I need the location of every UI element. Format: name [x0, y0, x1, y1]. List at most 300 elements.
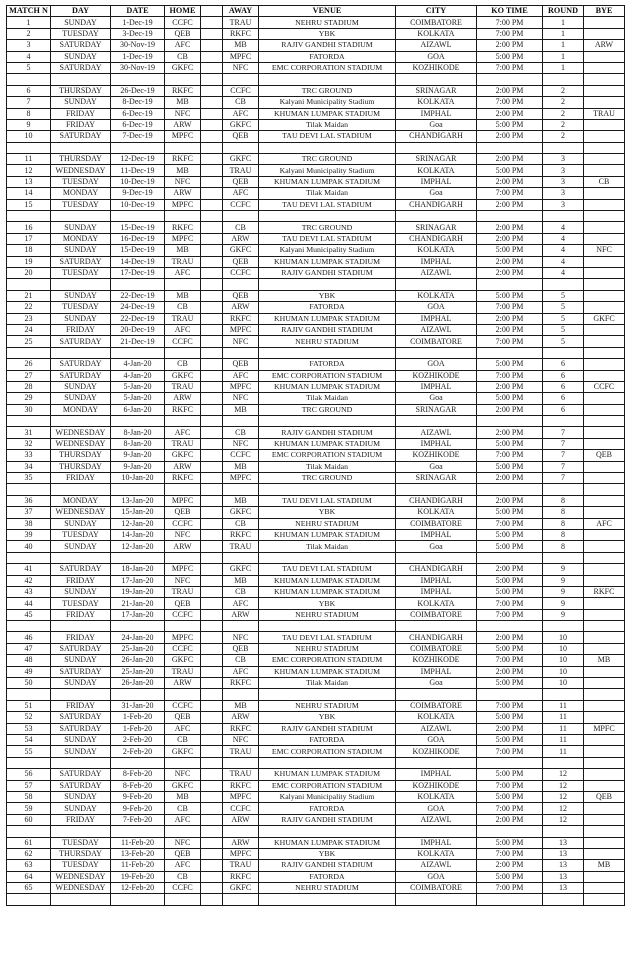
empty-cell: [201, 74, 223, 85]
venue-cell: FATORDA: [259, 871, 396, 882]
round-cell: 11: [543, 700, 584, 711]
city-cell: IMPHAL: [396, 256, 477, 267]
blank-cell: [201, 176, 223, 187]
round-cell: 3: [543, 165, 584, 176]
match-number-cell: 60: [7, 814, 51, 825]
empty-cell: [111, 74, 165, 85]
ko-time-cell: 5:00 PM: [477, 575, 543, 586]
ko-time-cell: 5:00 PM: [477, 541, 543, 552]
home-team-cell: RKFC: [165, 473, 201, 484]
round-cell: 10: [543, 632, 584, 643]
ko-time-cell: 2:00 PM: [477, 860, 543, 871]
empty-cell: [477, 279, 543, 290]
match-number-cell: 33: [7, 450, 51, 461]
bye-cell: [584, 848, 625, 859]
day-cell: FRIDAY: [51, 575, 111, 586]
ko-time-cell: 2:00 PM: [477, 256, 543, 267]
city-cell: IMPHAL: [396, 666, 477, 677]
ko-time-cell: 7:00 PM: [477, 848, 543, 859]
date-cell: 7-Feb-20: [111, 814, 165, 825]
match-number-cell: 7: [7, 97, 51, 108]
header-date: DATE: [111, 6, 165, 17]
empty-cell: [223, 211, 259, 222]
table-row: [7, 495, 625, 506]
day-cell: SATURDAY: [51, 359, 111, 370]
home-team-cell: CCFC: [165, 643, 201, 654]
blank-cell: [201, 427, 223, 438]
day-cell: SATURDAY: [51, 370, 111, 381]
bye-cell: GKFC: [584, 313, 625, 324]
away-team-cell: ARW: [223, 233, 259, 244]
date-cell: 30-Nov-19: [111, 40, 165, 51]
away-team-cell: TRAU: [223, 769, 259, 780]
match-number-cell: 64: [7, 871, 51, 882]
venue-cell: TAU DEVI LAL STADIUM: [259, 632, 396, 643]
day-cell: TUESDAY: [51, 598, 111, 609]
bye-cell: [584, 165, 625, 176]
day-cell: SUNDAY: [51, 51, 111, 62]
home-team-cell: ARW: [165, 541, 201, 552]
ko-time-cell: 5:00 PM: [477, 791, 543, 802]
day-cell: WEDNESDAY: [51, 438, 111, 449]
empty-cell: [584, 826, 625, 837]
ko-time-cell: 5:00 PM: [477, 871, 543, 882]
away-team-cell: QEB: [223, 131, 259, 142]
away-team-cell: AFC: [223, 598, 259, 609]
day-cell: SATURDAY: [51, 40, 111, 51]
match-number-cell: 20: [7, 267, 51, 278]
empty-cell: [165, 757, 201, 768]
blank-cell: [201, 438, 223, 449]
blank-cell: [201, 393, 223, 404]
empty-cell: [201, 689, 223, 700]
match-number-cell: 11: [7, 154, 51, 165]
round-cell: 4: [543, 267, 584, 278]
city-cell: IMPHAL: [396, 176, 477, 187]
empty-cell: [201, 347, 223, 358]
date-cell: 12-Jan-20: [111, 541, 165, 552]
header-ko-time: KO TIME: [477, 6, 543, 17]
date-cell: 8-Feb-20: [111, 769, 165, 780]
home-team-cell: AFC: [165, 860, 201, 871]
city-cell: AIZAWL: [396, 427, 477, 438]
away-team-cell: NFC: [223, 62, 259, 73]
table-row: [7, 848, 625, 859]
away-team-cell: QEB: [223, 256, 259, 267]
bye-cell: [584, 643, 625, 654]
empty-cell: [396, 621, 477, 632]
away-team-cell: RKFC: [223, 723, 259, 734]
match-number-cell: 47: [7, 643, 51, 654]
bye-cell: [584, 473, 625, 484]
match-number-cell: 36: [7, 495, 51, 506]
empty-cell: [259, 826, 396, 837]
bye-cell: [584, 222, 625, 233]
city-cell: SRINAGAR: [396, 222, 477, 233]
date-cell: 15-Jan-20: [111, 507, 165, 518]
table-row: [7, 473, 625, 484]
date-cell: 6-Dec-19: [111, 108, 165, 119]
empty-cell: [201, 211, 223, 222]
table-row: [7, 780, 625, 791]
blank-cell: [201, 848, 223, 859]
match-number-cell: 17: [7, 233, 51, 244]
home-team-cell: NFC: [165, 176, 201, 187]
empty-cell: [543, 416, 584, 427]
match-number-cell: 2: [7, 28, 51, 39]
spacer-row: [7, 416, 625, 427]
ko-time-cell: 5:00 PM: [477, 735, 543, 746]
home-team-cell: AFC: [165, 723, 201, 734]
round-cell: 8: [543, 518, 584, 529]
bye-cell: AFC: [584, 518, 625, 529]
empty-cell: [543, 279, 584, 290]
ko-time-cell: 2:00 PM: [477, 404, 543, 415]
bye-cell: [584, 438, 625, 449]
empty-cell: [584, 211, 625, 222]
ko-time-cell: 2:00 PM: [477, 427, 543, 438]
ko-time-cell: 5:00 PM: [477, 290, 543, 301]
bye-cell: [584, 62, 625, 73]
empty-cell: [259, 211, 396, 222]
away-team-cell: MB: [223, 40, 259, 51]
home-team-cell: MB: [165, 245, 201, 256]
ko-time-cell: 2:00 PM: [477, 313, 543, 324]
match-number-cell: 3: [7, 40, 51, 51]
bye-cell: [584, 598, 625, 609]
date-cell: 14-Dec-19: [111, 256, 165, 267]
ko-time-cell: 5:00 PM: [477, 712, 543, 723]
empty-cell: [584, 552, 625, 563]
day-cell: SATURDAY: [51, 666, 111, 677]
round-cell: 12: [543, 769, 584, 780]
bye-cell: [584, 233, 625, 244]
day-cell: WEDNESDAY: [51, 507, 111, 518]
blank-cell: [201, 233, 223, 244]
venue-cell: EMC CORPORATION STADIUM: [259, 370, 396, 381]
city-cell: AIZAWL: [396, 723, 477, 734]
blank-cell: [201, 564, 223, 575]
bye-cell: [584, 780, 625, 791]
home-team-cell: AFC: [165, 267, 201, 278]
bye-cell: [584, 700, 625, 711]
empty-cell: [543, 689, 584, 700]
empty-cell: [477, 826, 543, 837]
bye-cell: [584, 17, 625, 28]
home-team-cell: CB: [165, 51, 201, 62]
match-number-cell: 35: [7, 473, 51, 484]
city-cell: IMPHAL: [396, 529, 477, 540]
ko-time-cell: 7:00 PM: [477, 28, 543, 39]
empty-cell: [543, 74, 584, 85]
date-cell: 4-Jan-20: [111, 359, 165, 370]
day-cell: WEDNESDAY: [51, 427, 111, 438]
away-team-cell: AFC: [223, 188, 259, 199]
ko-time-cell: 5:00 PM: [477, 643, 543, 654]
match-number-cell: 23: [7, 313, 51, 324]
ko-time-cell: 2:00 PM: [477, 233, 543, 244]
blank-cell: [201, 119, 223, 130]
header-city: CITY: [396, 6, 477, 17]
away-team-cell: RKFC: [223, 780, 259, 791]
empty-cell: [201, 757, 223, 768]
day-cell: SUNDAY: [51, 541, 111, 552]
home-team-cell: AFC: [165, 427, 201, 438]
date-cell: 12-Dec-19: [111, 154, 165, 165]
city-cell: IMPHAL: [396, 837, 477, 848]
match-number-cell: 27: [7, 370, 51, 381]
home-team-cell: RKFC: [165, 404, 201, 415]
empty-cell: [477, 142, 543, 153]
day-cell: TUESDAY: [51, 176, 111, 187]
empty-cell: [477, 416, 543, 427]
round-cell: 12: [543, 803, 584, 814]
city-cell: SRINAGAR: [396, 154, 477, 165]
city-cell: CHANDIGARH: [396, 199, 477, 210]
round-cell: 2: [543, 85, 584, 96]
empty-cell: [543, 347, 584, 358]
venue-cell: Tilak Maidan: [259, 119, 396, 130]
home-team-cell: MB: [165, 165, 201, 176]
blank-cell: [201, 222, 223, 233]
match-number-cell: 34: [7, 461, 51, 472]
empty-cell: [201, 894, 223, 905]
bye-cell: [584, 632, 625, 643]
match-number-cell: 16: [7, 222, 51, 233]
round-cell: 6: [543, 359, 584, 370]
match-number-cell: 38: [7, 518, 51, 529]
empty-cell: [477, 211, 543, 222]
table-row: [7, 883, 625, 894]
header-away-team: AWAY: [223, 6, 259, 17]
match-number-cell: 9: [7, 119, 51, 130]
home-team-cell: ARW: [165, 461, 201, 472]
home-team-cell: AFC: [165, 40, 201, 51]
away-team-cell: ARW: [223, 837, 259, 848]
venue-cell: RAJIV GANDHI STADIUM: [259, 324, 396, 335]
empty-cell: [7, 894, 51, 905]
bye-cell: [584, 529, 625, 540]
table-row: [7, 62, 625, 73]
date-cell: 22-Dec-19: [111, 290, 165, 301]
table-row: [7, 131, 625, 142]
table-row: [7, 256, 625, 267]
city-cell: KOLKATA: [396, 598, 477, 609]
empty-cell: [396, 142, 477, 153]
city-cell: GOA: [396, 51, 477, 62]
empty-cell: [543, 484, 584, 495]
away-team-cell: RKFC: [223, 28, 259, 39]
ko-time-cell: 2:00 PM: [477, 324, 543, 335]
header-home-team: HOME: [165, 6, 201, 17]
bye-cell: [584, 735, 625, 746]
bye-cell: [584, 564, 625, 575]
home-team-cell: MB: [165, 290, 201, 301]
away-team-cell: CCFC: [223, 450, 259, 461]
blank-cell: [201, 883, 223, 894]
bye-cell: RKFC: [584, 586, 625, 597]
venue-cell: Kalyani Municipality Stadium: [259, 245, 396, 256]
empty-cell: [201, 484, 223, 495]
empty-cell: [477, 74, 543, 85]
header-match-number: MATCH N: [7, 6, 51, 17]
venue-cell: TRC GROUND: [259, 154, 396, 165]
city-cell: SRINAGAR: [396, 404, 477, 415]
empty-cell: [51, 689, 111, 700]
home-team-cell: MB: [165, 791, 201, 802]
day-cell: TUESDAY: [51, 302, 111, 313]
table-row: [7, 393, 625, 404]
blank-cell: [201, 780, 223, 791]
match-number-cell: 15: [7, 199, 51, 210]
bye-cell: [584, 393, 625, 404]
empty-cell: [223, 347, 259, 358]
venue-cell: Tilak Maidan: [259, 188, 396, 199]
round-cell: 5: [543, 302, 584, 313]
date-cell: 14-Jan-20: [111, 529, 165, 540]
blank-cell: [201, 108, 223, 119]
empty-cell: [477, 552, 543, 563]
day-cell: FRIDAY: [51, 814, 111, 825]
away-team-cell: CCFC: [223, 267, 259, 278]
blank-cell: [201, 131, 223, 142]
header-blank: [201, 6, 223, 17]
empty-cell: [396, 211, 477, 222]
empty-cell: [584, 484, 625, 495]
date-cell: 5-Jan-20: [111, 381, 165, 392]
round-cell: 12: [543, 780, 584, 791]
blank-cell: [201, 245, 223, 256]
day-cell: SATURDAY: [51, 643, 111, 654]
city-cell: IMPHAL: [396, 769, 477, 780]
day-cell: SUNDAY: [51, 735, 111, 746]
city-cell: Goa: [396, 541, 477, 552]
table-row: [7, 28, 625, 39]
table-row: [7, 302, 625, 313]
round-cell: 13: [543, 837, 584, 848]
bye-cell: [584, 324, 625, 335]
round-cell: 6: [543, 393, 584, 404]
bye-cell: [584, 541, 625, 552]
table-row: [7, 586, 625, 597]
home-team-cell: CCFC: [165, 518, 201, 529]
match-number-cell: 28: [7, 381, 51, 392]
home-team-cell: RKFC: [165, 154, 201, 165]
venue-cell: RAJIV GANDHI STADIUM: [259, 427, 396, 438]
ko-time-cell: 7:00 PM: [477, 188, 543, 199]
ko-time-cell: 2:00 PM: [477, 131, 543, 142]
city-cell: Goa: [396, 119, 477, 130]
venue-cell: KHUMAN LUMPAK STADIUM: [259, 176, 396, 187]
bye-cell: [584, 495, 625, 506]
venue-cell: RAJIV GANDHI STADIUM: [259, 267, 396, 278]
table-row: [7, 609, 625, 620]
date-cell: 6-Dec-19: [111, 119, 165, 130]
table-row: [7, 450, 625, 461]
ko-time-cell: 5:00 PM: [477, 119, 543, 130]
empty-cell: [543, 894, 584, 905]
empty-cell: [7, 621, 51, 632]
away-team-cell: NFC: [223, 735, 259, 746]
ko-time-cell: 2:00 PM: [477, 108, 543, 119]
round-cell: 4: [543, 233, 584, 244]
day-cell: SUNDAY: [51, 313, 111, 324]
date-cell: 11-Feb-20: [111, 837, 165, 848]
bye-cell: [584, 85, 625, 96]
empty-cell: [51, 142, 111, 153]
away-team-cell: QEB: [223, 359, 259, 370]
ko-time-cell: 2:00 PM: [477, 381, 543, 392]
empty-cell: [165, 416, 201, 427]
home-team-cell: QEB: [165, 507, 201, 518]
match-number-cell: 51: [7, 700, 51, 711]
empty-cell: [111, 347, 165, 358]
city-cell: AIZAWL: [396, 40, 477, 51]
empty-cell: [259, 142, 396, 153]
match-number-cell: 40: [7, 541, 51, 552]
ko-time-cell: 7:00 PM: [477, 97, 543, 108]
bye-cell: [584, 370, 625, 381]
bye-cell: [584, 769, 625, 780]
blank-cell: [201, 359, 223, 370]
date-cell: 6-Jan-20: [111, 404, 165, 415]
venue-cell: KHUMAN LUMPAK STADIUM: [259, 108, 396, 119]
date-cell: 26-Jan-20: [111, 678, 165, 689]
ko-time-cell: 7:00 PM: [477, 336, 543, 347]
venue-cell: KHUMAN LUMPAK STADIUM: [259, 586, 396, 597]
day-cell: TUESDAY: [51, 837, 111, 848]
away-team-cell: NFC: [223, 632, 259, 643]
ko-time-cell: 2:00 PM: [477, 40, 543, 51]
round-cell: 6: [543, 404, 584, 415]
table-row: [7, 564, 625, 575]
table-row: [7, 575, 625, 586]
date-cell: 19-Feb-20: [111, 871, 165, 882]
venue-cell: KHUMAN LUMPAK STADIUM: [259, 666, 396, 677]
empty-cell: [165, 484, 201, 495]
venue-cell: TAU DEVI LAL STADIUM: [259, 199, 396, 210]
empty-cell: [396, 552, 477, 563]
venue-cell: TRC GROUND: [259, 473, 396, 484]
home-team-cell: MB: [165, 97, 201, 108]
table-row: [7, 119, 625, 130]
day-cell: THURSDAY: [51, 450, 111, 461]
date-cell: 9-Feb-20: [111, 803, 165, 814]
day-cell: THURSDAY: [51, 848, 111, 859]
date-cell: 11-Feb-20: [111, 860, 165, 871]
empty-cell: [223, 74, 259, 85]
away-team-cell: CB: [223, 97, 259, 108]
empty-cell: [223, 552, 259, 563]
table-row: [7, 655, 625, 666]
blank-cell: [201, 609, 223, 620]
home-team-cell: GKFC: [165, 62, 201, 73]
round-cell: 10: [543, 655, 584, 666]
date-cell: 8-Jan-20: [111, 427, 165, 438]
round-cell: 7: [543, 427, 584, 438]
venue-cell: KHUMAN LUMPAK STADIUM: [259, 529, 396, 540]
spacer-row: [7, 552, 625, 563]
round-cell: 4: [543, 245, 584, 256]
ko-time-cell: 5:00 PM: [477, 359, 543, 370]
away-team-cell: MPFC: [223, 324, 259, 335]
empty-cell: [51, 757, 111, 768]
round-cell: 9: [543, 564, 584, 575]
home-team-cell: GKFC: [165, 370, 201, 381]
home-team-cell: MPFC: [165, 199, 201, 210]
spacer-row: [7, 757, 625, 768]
day-cell: SATURDAY: [51, 712, 111, 723]
